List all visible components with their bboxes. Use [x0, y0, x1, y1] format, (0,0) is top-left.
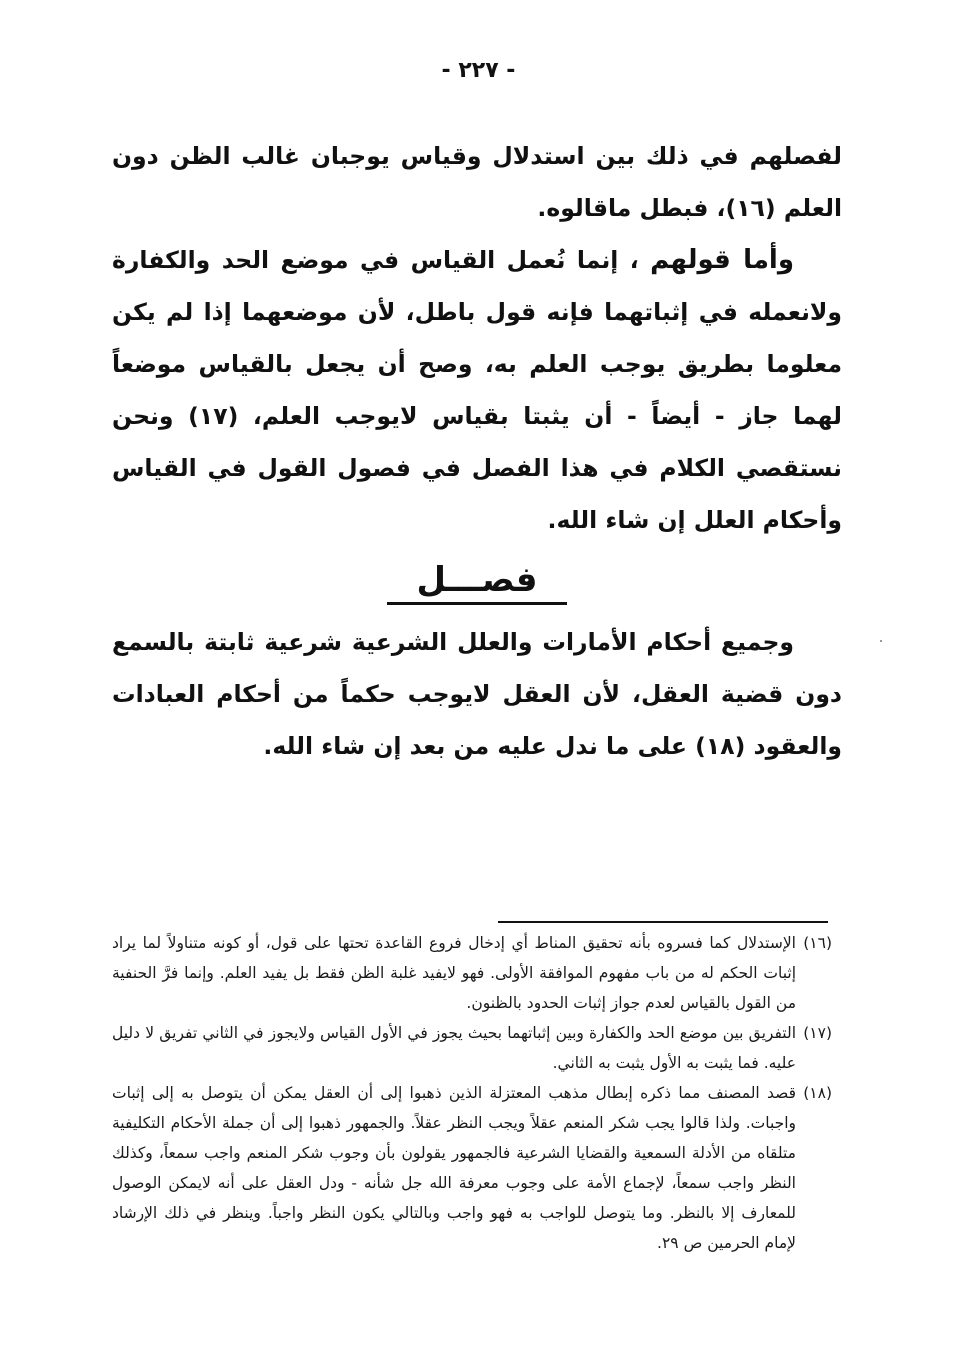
paragraph-3: وجميع أحكام الأمارات والعلل الشرعية شرعية ثابتة بالسمع دون قضية العقل، لأن العقل لايوجب حكماً من أحكام العبادات والعقود (١٨) على ما ندل عليه من بعد إن شاء الله.: [112, 628, 842, 760]
section-title-text: فصـــل: [387, 558, 568, 605]
paragraph-2: [112, 234, 842, 546]
footnotes: [112, 928, 832, 1258]
footnote-divider: [498, 921, 828, 923]
main-text: [112, 130, 842, 772]
section-title: [112, 550, 842, 610]
page-number: - ٢٢٧ -: [441, 58, 516, 83]
footnote-text: الإستدلال كما فسروه بأنه تحقيق المناط أي إدخال فروع القاعدة تحتها على قول، أو كونه متناولاً لما يراد إثبات الحكم له من باب مفهوم الموافقة الأولى. فهو لايفيد غلبة الظن فقط بل يفيد العلم. وإنما فرَّ الحنفية من القول بالقياس لعدم جواز إثبات الحدود بالظنون.: [112, 934, 796, 1012]
scan-speck: [880, 640, 882, 642]
footnote-text: قصد المصنف مما ذكره إبطال مذهب المعتزلة الذين ذهبوا إلى أن العقل يمكن أن يتوصل به إلى إثبات واجبات. ولذا قالوا يجب شكر المنعم عقلاً ويجب النظر عقلاً. والجمهور ذهبوا إلى أن جملة الأحكام التكليفية متلقاه من الأدلة السمعية والقضايا الشرعية فالجمهور يقولون بأن وجوب شكر المنعم واجب سمعاً، وكذلك النظر واجب سمعاً، لإجماع الأمة على وجوب معرفة الله جل شأنه - ودل العقل على أنه لايمكن الوصول للمعارف إلا بالنظر. وما يتوصل للواجب به فهو واجب وبالتالي يكون النظر واجباً. وينظر في ذلك الإرشاد لإمام الحرمين ص ٢٩.: [112, 1084, 796, 1252]
footnote-18: [112, 1078, 832, 1258]
paragraph-1: لفصلهم في ذلك بين استدلال وقياس يوجبان غالب الظن دون العلم (١٦)، فبطل ماقالوه.: [112, 142, 842, 222]
footnote-17: [112, 1018, 832, 1078]
footnote-16: [112, 928, 832, 1018]
paragraph-2-lead: وأما قولهم: [650, 245, 795, 275]
footnote-text: التفريق بين موضع الحد والكفارة وبين إثباتهما بحيث يجوز في الأول القياس ولايجوز في الثاني تفريق لا دليل عليه. فما يثبت به الأول يثبت به الثاني.: [112, 1024, 796, 1072]
footnote-number: (١٦): [803, 934, 832, 952]
footnote-number: (١٨): [803, 1084, 832, 1102]
footnote-number: (١٧): [803, 1024, 832, 1042]
paragraph-2-text: ، إنما نُعمل القياس في موضع الحد والكفارة ولانعمله في إثباتهما فإنه قول باطل، لأن موضعهما إذا لم يكن معلوما بطريق يوجب العلم به، وصح أن يجعل بالقياس موضعاً لهما جاز - أيضاً - أن يثبتا بقياس لايوجب العلم، (١٧) ونحن نستقصي الكلام في هذا الفصل في فصول القول في القياس وأحكام العلل إن شاء الله.: [112, 246, 843, 534]
